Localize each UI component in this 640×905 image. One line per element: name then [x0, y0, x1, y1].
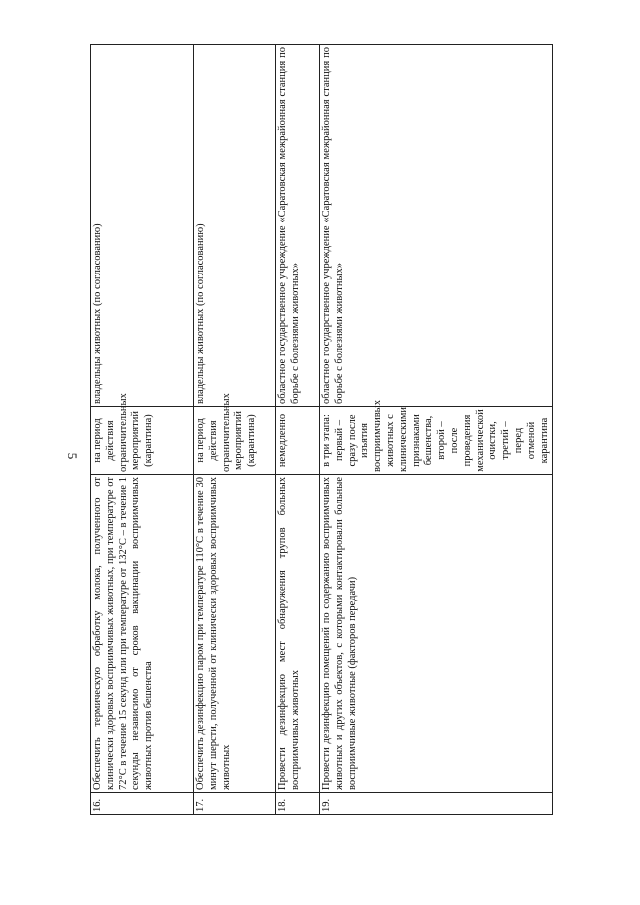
row-number: 17.	[194, 793, 276, 815]
page-number: 5	[65, 452, 80, 460]
row-term: на период действия ограничительных мероприятий (карантина)	[194, 407, 276, 475]
rotated-table-container	[90, 45, 550, 815]
table-row	[276, 45, 320, 815]
row-number: 18.	[276, 793, 320, 815]
row-responsible: владельцы животных (по согласованию)	[194, 45, 276, 407]
table-row	[320, 45, 553, 815]
row-term: немедленно	[276, 407, 320, 475]
row-number: 19.	[320, 793, 553, 815]
row-responsible: владельцы животных (по согласованию)	[91, 45, 194, 407]
row-term: в три этапа: первый – сразу после изъятия восприимчивых животных с клиническими признаками бешенства, второй – после проведения механической очистки, третий – перед отменой карантина	[320, 407, 553, 475]
row-action: Обеспечить дезинфекцию паром при температуре 110°С в течение 30 минут шерсти, полученной от клинически здоровых восприимчивых животных	[194, 475, 276, 793]
row-responsible: областное государственное учреждение «Саратовская межрайонная станция по борьбе с болезнями животных»	[320, 45, 553, 407]
row-responsible: областное государственное учреждение «Саратовская межрайонная станция по борьбе с болезнями животных»	[276, 45, 320, 407]
row-action: Провести дезинфекцию помещений по содержанию восприимчивых животных и других объектов, с которыми контактировали больные восприимчивые животные (факторов передачи)	[320, 475, 553, 793]
table-row	[91, 45, 194, 815]
row-term: на период действия ограничительных мероприятий (карантина)	[91, 407, 194, 475]
table-row	[194, 45, 276, 815]
measures-table	[90, 44, 553, 815]
row-number: 16.	[91, 793, 194, 815]
row-action: Провести дезинфекцию мест обнаружения трупов больных восприимчивых животных	[276, 475, 320, 793]
row-action: Обеспечить термическую обработку молока, полученного от клинически здоровых восприимчивых животных, при температуре от 72°С в течение 15 секунд или при температуре от 132°С – в течение 1 секунды независимо от сроков вакцинации восприимчивых животных против бешенства	[91, 475, 194, 793]
